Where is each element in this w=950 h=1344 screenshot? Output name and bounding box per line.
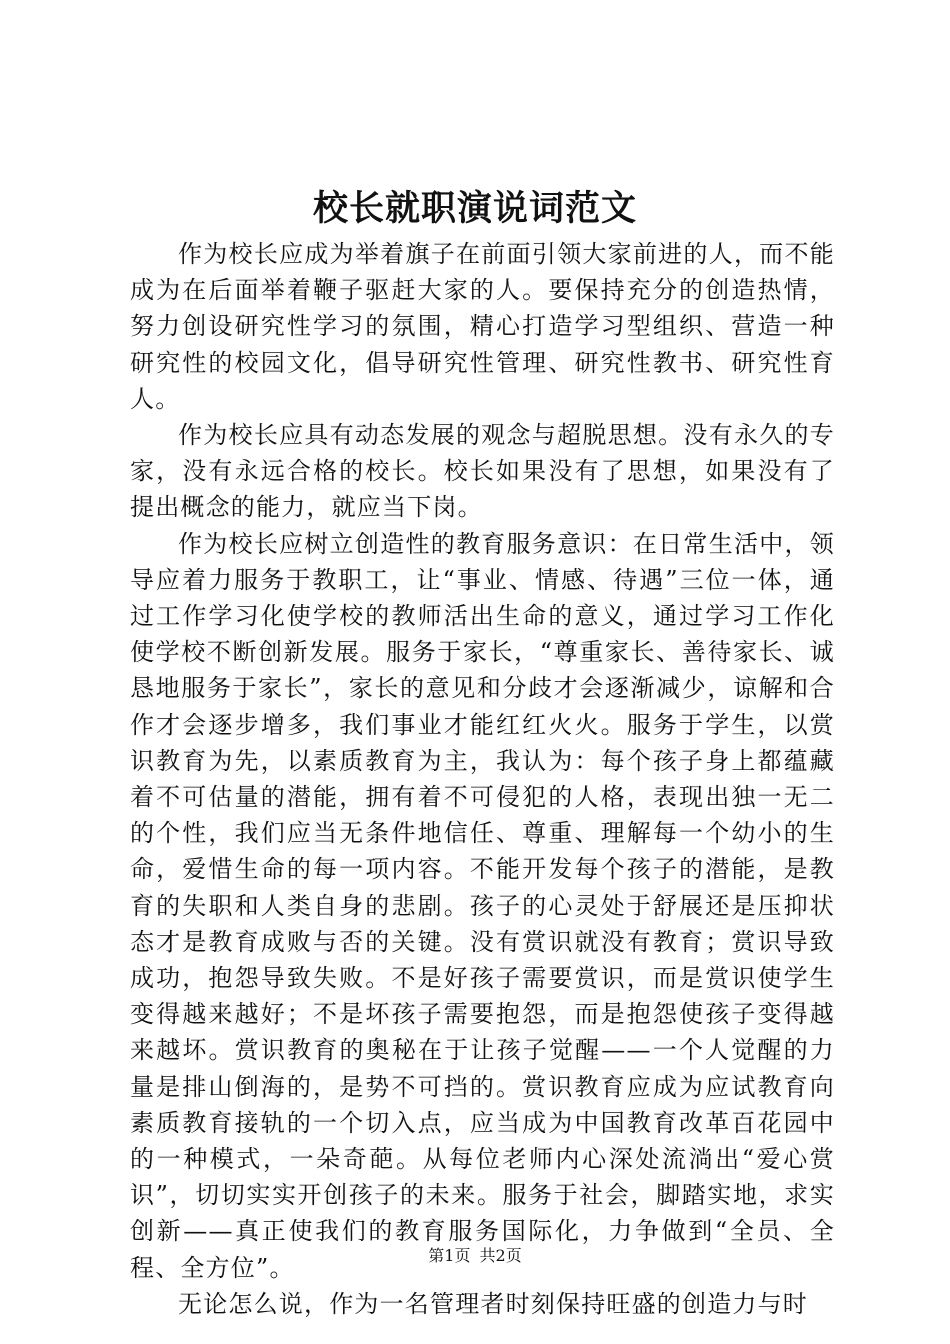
document-title: 校长就职演说词范文 xyxy=(312,188,637,229)
paragraph: 作为校长应具有动态发展的观念与超脱思想。没有永久的专家，没有永远合格的校长。校长如果没有了思想，如果没有了提出概念的能力，就应当下岗。 xyxy=(130,421,835,522)
paragraph: 作为校长应树立创造性的教育服务意识：在日常生活中，领导应着力服务于教职工，让“事业、情感、待遇”三位一体，通过工作学习化使学校的教师活出生命的意义，通过学习工作化使学校不断创新发展。服务于家长，“尊重家长、善待家长、诚恳地服务于家长”，家长的意见和分歧才会逐渐减少，谅解和合作才会逐步增多，我们事业才能红红火火。服务于学生，以赏识教育为先，以素质教育为主，我认为：每个孩子身上都蕴藏着不可估量的潜能，拥有着不可侵犯的人格，表现出独一无二的个性，我们应当无条件地信任、尊重、理解每一个幼小的生命，爱惜生命的每一项内容。不能开发每个孩子的潜能，是教育的失职和人类自身的悲剧。孩子的心灵处于舒展还是压抑状态才是教育成败与否的关键。没有赏识就没有教育；赏识导致成功，抱怨导致失败。不是好孩子需要赏识，而是赏识使学生变得越来越好；不是坏孩子需要抱怨，而是抱怨使孩子变得越来越坏。赏识教育的奥秘在于让孩子觉醒——一个人觉醒的力量是排山倒海的，是势不可挡的。赏识教育应成为应试教育向素质教育接轨的一个切入点，应当成为中国教育改革百花园中的一种模式，一朵奇葩。从每位老师内心深处流淌出“爱心赏识”，切切实实开创孩子的未来。服务于社会，脚踏实地，求实创新——真正使我们的教育服务国际化，力争做到“全员、全程、全方位”。 xyxy=(130,529,835,1282)
paragraph: 无论怎么说，作为一名管理者时刻保持旺盛的创造力与时 xyxy=(178,1289,808,1318)
paragraph: 作为校长应成为举着旗子在前面引领大家前进的人，而不能成为在后面举着鞭子驱赶大家的人。要保持充分的创造热情，努力创设研究性学习的氛围，精心打造学习型组织、营造一种研究性的校园文化，倡导研究性管理、研究性教书、研究性育人。 xyxy=(130,240,835,413)
document-body xyxy=(130,236,835,1322)
page-number: 第1页 共2页 xyxy=(428,1246,522,1265)
